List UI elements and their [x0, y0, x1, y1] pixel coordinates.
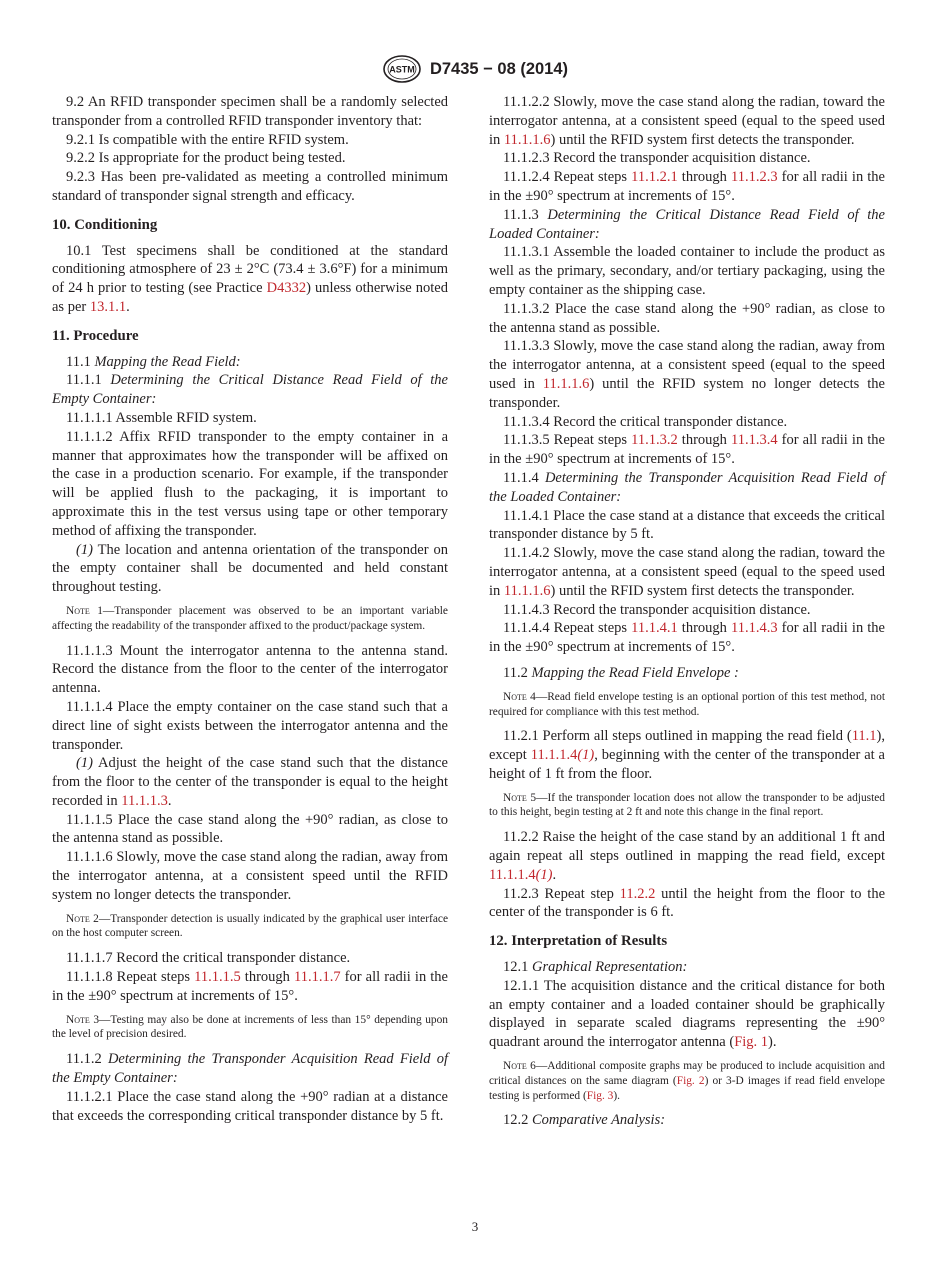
paragraph-11-1-1-5: 11.1.1.5 Place the case stand along the +90° radian, as close to the antenna stand as possible. [52, 811, 448, 847]
paragraph-11-1-4-2: 11.1.4.2 Slowly, move the case stand along the radian, toward the interrogator antenna, at a consistent speed (equal to the speed used in 11.1.1.6) until the RFID system first detects the transponder. [489, 545, 885, 599]
note-5: Note 5—If the transponder location does not allow the transponder to be adjusted to this height, begin testing at 2 ft and note this change in the final report. [489, 791, 885, 819]
link-11-1-4-3[interactable]: 11.1.4.3 [731, 620, 778, 637]
page-header [0, 54, 950, 84]
document-designation: D7435 − 08 (2014) [429, 59, 569, 78]
note-2: Note 2—Transponder detection is usually indicated by the graphical user interface on the host computer screen. [52, 912, 448, 940]
link-11-1-1-6[interactable]: 11.1.1.6 [503, 131, 551, 148]
paragraph-11-1-2-1: 11.1.2.1 Place the case stand along the +90° radian at a distance that exceeds the corresponding critical transponder distance by 5 ft. [52, 1088, 448, 1124]
link-11-1-1-7[interactable]: 11.1.1.7 [294, 969, 341, 986]
note-6: Note 6—Additional composite graphs may be produced to include acquisition and critical distances on the same diagram (Fig. 2) or 3-D images if read field envelope testing is performed (Fig. 3). [489, 1060, 885, 1102]
link-fig-1[interactable]: Fig. 1 [734, 1034, 769, 1051]
paragraph-11-1-2-3: 11.1.2.3 Record the transponder acquisition distance. [503, 150, 811, 167]
link-11-1-2-3[interactable]: 11.1.2.3 [731, 169, 778, 186]
paragraph-11-2-3: 11.2.3 Repeat step 11.2.2 until the height from the floor to the center of the transponder is 6 ft. [489, 885, 886, 921]
paragraph-11-1-1-7: 11.1.1.7 Record the critical transponder distance. [66, 950, 351, 967]
note-3: Note 3—Testing may also be done at increments of less than 15° depending upon the level of precision desired. [52, 1013, 448, 1041]
paragraph-11-1-3-1: 11.1.3.1 Assemble the loaded container to include the product as well as the primary, secondary, and/or tertiary packaging, using the empty container as the shipping case. [489, 244, 885, 298]
paragraph-11-2-2: 11.2.2 Raise the height of the case stand by an additional 1 ft and again repeat all steps outlined in mapping the read field, except 11.1.1.4(1). [489, 829, 885, 883]
link-fig-3[interactable]: Fig. 3 [586, 1089, 614, 1102]
paragraph-11-2-1: 11.2.1 Perform all steps outlined in mapping the read field (11.1), except 11.1.1.4(1), beginning with the center of the transponder at a height of 1 ft from the floor. [489, 728, 885, 782]
astm-logo-icon [382, 54, 422, 84]
link-fig-2[interactable]: Fig. 2 [676, 1074, 705, 1087]
logo-text: ASTM [389, 64, 415, 75]
paragraph-11-1-4-3: 11.1.4.3 Record the transponder acquisition distance. [503, 601, 811, 618]
paragraph-10-1: 10.1 Test specimens shall be conditioned at the standard conditioning atmosphere of 23 ± 2°C (73.4 ± 3.6°F) for a minimum of 24 h prior to testing (see Practice D4332) unless otherwise noted as per 13.1.1. [52, 242, 448, 315]
paragraph-11-1-1-3: 11.1.1.3 Mount the interrogator antenna to the antenna stand. Record the distance from the floor to the center of the interrogator antenna. [52, 642, 448, 697]
link-11-1[interactable]: 11.1 [851, 728, 877, 745]
link-11-1-1-4[interactable]: 11.1.1.4(1) [530, 747, 595, 764]
note-1: Note 1—Transponder placement was observed to be an important variable affecting the readability of the transponder affixed to the product/package system. [52, 604, 448, 632]
paragraph-11-1-1-8: 11.1.1.8 Repeat steps 11.1.1.5 through 11.1.1.7 for all radii in the in the ±90° spectrum at increments of 15°. [52, 969, 448, 1004]
link-11-1-1-6[interactable]: 11.1.1.6 [542, 375, 590, 392]
left-column [52, 93, 448, 1125]
paragraph-11-1-1-2: 11.1.1.2 Affix RFID transponder to the empty container in a manner that approximates how the transponder will be affixed on the case in a production scenario. For example, if the transponder will be applied flush to the packaging, it is important to approximate this in the test versus using tape or other temporary method of affixing the transponder. [52, 428, 448, 539]
paragraph-11-1-4: 11.1.4 Determining the Transponder Acquisition Read Field of the Loaded Container: [489, 469, 885, 505]
paragraph-11-1-1-2-1: (1) The location and antenna orientation of the transponder on the empty container shall be documented and held constant throughout testing. [52, 541, 448, 596]
paragraph-11-1: 11.1 Mapping the Read Field: [66, 353, 241, 370]
paragraph-12-1-1: 12.1.1 The acquisition distance and the critical distance for both an empty container and a loaded container should be graphically displayed in separate scaled diagrams representing the ±90° quadrant around the interrogator antenna (Fig. 1). [489, 977, 885, 1051]
paragraph-9-2-3: 9.2.3 Has been pre-validated as meeting a controlled minimum standard of transponder signal strength and efficacy. [52, 169, 448, 204]
link-d4332[interactable]: D4332 [266, 280, 307, 297]
link-13-1-1[interactable]: 13.1.1 [89, 298, 127, 315]
section-heading-procedure: 11. Procedure [52, 327, 139, 344]
paragraph-11-1-1-4-1: (1) Adjust the height of the case stand such that the distance from the floor to the center of the transponder is equal to the height recorded in 11.1.1.3. [52, 755, 448, 809]
link-11-1-1-6[interactable]: 11.1.1.6 [503, 582, 551, 599]
section-heading-conditioning: 10. Conditioning [52, 216, 158, 233]
link-11-2-2[interactable]: 11.2.2 [619, 885, 656, 902]
paragraph-11-1-1: 11.1.1 Determining the Critical Distance Read Field of the Empty Container: [52, 372, 448, 408]
link-11-1-3-4[interactable]: 11.1.3.4 [731, 432, 778, 449]
paragraph-11-1-3-3: 11.1.3.3 Slowly, move the case stand along the radian, away from the interrogator antenna, at a consistent speed (equal to the speed used in 11.1.1.6) until the RFID system no longer detects the transponder. [489, 338, 885, 411]
link-11-1-4-1[interactable]: 11.1.4.1 [631, 620, 678, 637]
note-4: Note 4—Read field envelope testing is an optional portion of this test method, not required for compliance with this test method. [489, 690, 885, 718]
right-column [489, 93, 885, 1130]
paragraph-11-1-2-4: 11.1.2.4 Repeat steps 11.1.2.1 through 11.1.2.3 for all radii in the in the ±90° spectrum at increments of 15°. [489, 169, 885, 204]
link-11-1-1-3[interactable]: 11.1.1.3 [121, 792, 168, 809]
paragraph-9-2-1: 9.2.1 Is compatible with the entire RFID system. [66, 131, 349, 148]
paragraph-11-1-3: 11.1.3 Determining the Critical Distance Read Field of the Loaded Container: [489, 206, 885, 242]
link-11-1-1-5[interactable]: 11.1.1.5 [194, 969, 241, 986]
paragraph-9-2-2: 9.2.2 Is appropriate for the product being tested. [66, 150, 346, 167]
paragraph-11-1-1-6: 11.1.1.6 Slowly, move the case stand along the radian, away from the interrogator antenna, at a consistent speed until the RFID system no longer detects the transponder. [52, 849, 448, 903]
paragraph-11-1-1-1: 11.1.1.1 Assemble RFID system. [66, 409, 257, 426]
paragraph-11-2: 11.2 Mapping the Read Field Envelope : [503, 664, 739, 681]
paragraph-11-1-2-2: 11.1.2.2 Slowly, move the case stand along the radian, toward the interrogator antenna, at a consistent speed (equal to the speed used in 11.1.1.6) until the RFID system first detects the transponder. [489, 94, 885, 148]
paragraph-11-1-3-4: 11.1.3.4 Record the critical transponder distance. [503, 413, 788, 430]
paragraph-12-1: 12.1 Graphical Representation: [503, 959, 688, 976]
link-11-1-3-2[interactable]: 11.1.3.2 [631, 432, 678, 449]
paragraph-11-1-4-1: 11.1.4.1 Place the case stand at a distance that exceeds the critical transponder distance by 5 ft. [489, 507, 885, 543]
section-heading-interpretation: 12. Interpretation of Results [489, 933, 668, 950]
paragraph-11-1-3-5: 11.1.3.5 Repeat steps 11.1.3.2 through 11.1.3.4 for all radii in the in the ±90° spectrum at increments of 15°. [489, 432, 885, 468]
link-11-1-1-4[interactable]: 11.1.1.4(1) [489, 866, 553, 883]
link-11-1-2-1[interactable]: 11.1.2.1 [631, 169, 678, 186]
paragraph-12-2: 12.2 Comparative Analysis: [503, 1112, 666, 1129]
paragraph-11-1-3-2: 11.1.3.2 Place the case stand along the +90° radian, as close to the antenna stand as possible. [489, 300, 885, 336]
paragraph-11-1-1-4: 11.1.1.4 Place the empty container on the case stand such that a direct line of sight exists between the interrogator antenna and the transponder. [52, 698, 448, 753]
paragraph-11-1-4-4: 11.1.4.4 Repeat steps 11.1.4.1 through 11.1.4.3 for all radii in the in the ±90° spectrum at increments of 15°. [489, 620, 885, 656]
paragraph-11-1-2: 11.1.2 Determining the Transponder Acquisition Read Field of the Empty Container: [52, 1051, 448, 1087]
paragraph-9-2: 9.2 An RFID transponder specimen shall be a randomly selected transponder from a controlled RFID transponder inventory that: [52, 94, 448, 129]
page-number: 3 [471, 1219, 479, 1234]
